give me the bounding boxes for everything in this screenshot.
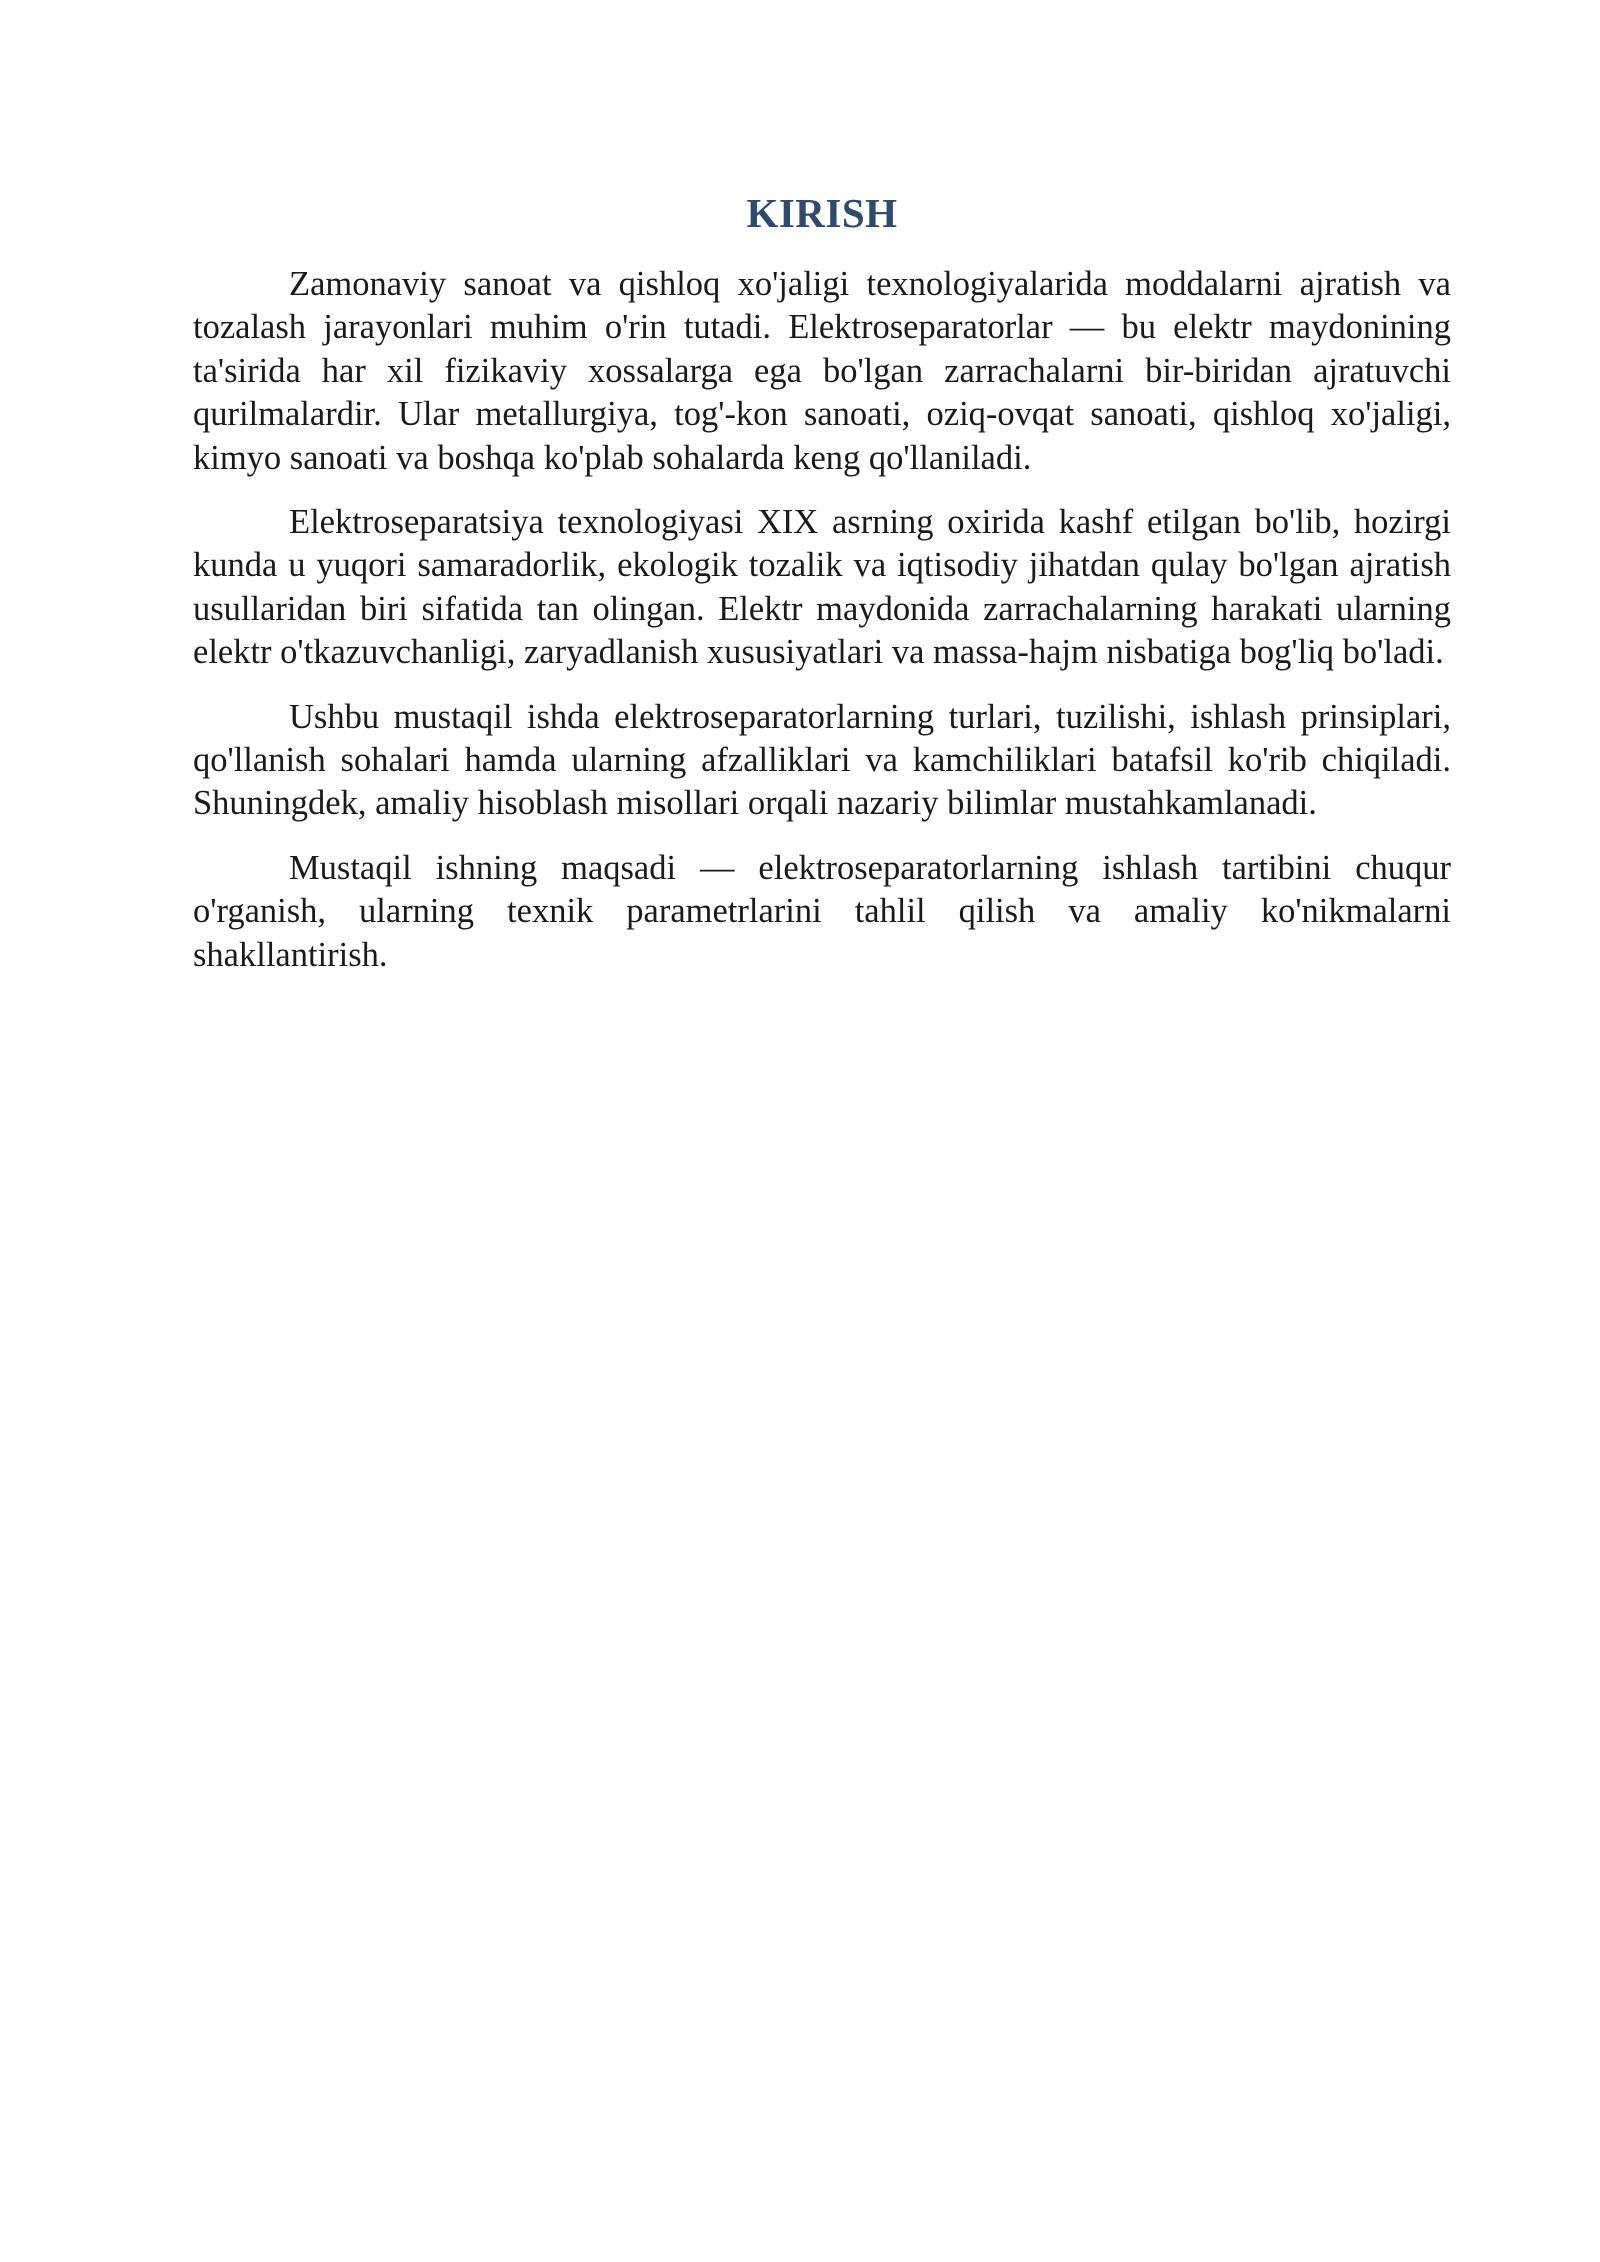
document-content	[193, 185, 1451, 998]
paragraph-4: Mustaqil ishning maqsadi — elektroseparatorlarning ishlash tartibini chuqur o'rganish, ularning texnik parametrlarini tahlil qilish va amaliy ko'nikmalarni shakllantirish.	[193, 848, 1451, 974]
paragraph-2: Elektroseparatsiya texnologiyasi XIX asrning oxirida kashf etilgan bo'lib, hozirgi kunda u yuqori samaradorlik, ekologik tozalik va iqtisodiy jihatdan qulay bo'lgan ajratish usullaridan biri sifatida tan olingan. Elektr maydonida zarrachalarning harakati ularning elektr o'tkazuvchanligi, zaryadlanish xususiyatlari va massa-hajm nisbatiga bog'liq bo'ladi.	[193, 503, 1451, 672]
page-title: KIRISH	[746, 190, 898, 236]
paragraph-3: Ushbu mustaqil ishda elektroseparatorlarning turlari, tuzilishi, ishlash prinsiplari, qo'llanish sohalari hamda ularning afzalliklari va kamchiliklari batafsil ko'rib chiqiladi. Shuningdek, amaliy hisoblash misollari orqali nazariy bilimlar mustahkamlanadi.	[193, 697, 1451, 823]
paragraph-1: Zamonaviy sanoat va qishloq xo'jaligi texnologiyalarida moddalarni ajratish va tozalash jarayonlari muhim o'rin tutadi. Elektroseparatorlar — bu elektr maydonining ta'sirida har xil fizikaviy xossalarga ega bo'lgan zarrachalarni bir-biridan ajratuvchi qurilmalardir. Ular metallurgiya, tog'-kon sanoati, oziq-ovqat sanoati, qishloq xo'jaligi, kimyo sanoati va boshqa ko'plab sohalarda keng qo'llaniladi.	[193, 265, 1451, 477]
